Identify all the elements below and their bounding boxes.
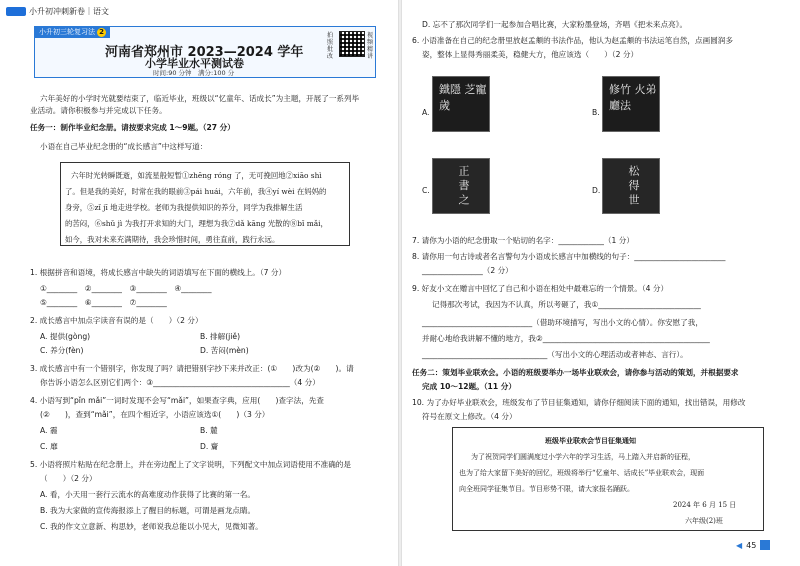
notice-date: 2024 年 6 月 15 日 [673,501,737,509]
intro-line-2: 业活动。请你积极参与并完成以下任务。 [30,106,167,115]
exam-banner [34,26,376,78]
calligraphy-b-image [602,76,660,132]
prev-arrow-icon[interactable]: ◀ [736,540,743,550]
q6-option-d-label[interactable]: D. [592,186,601,195]
brand-header [6,6,109,17]
brand-text: 小升初冲刺新卷｜语文 [29,7,109,16]
q6-option-c-label[interactable]: C. [422,186,430,195]
essay-line: 的苦闷，⑥shǔ jì 为我打开求知的大门，理想为我⑦dǎ kāng 光散的⑧bǐ mǎi， [65,219,328,228]
q6-option-a-label[interactable]: A. [422,108,430,117]
calligraphy-d-image [602,158,660,214]
q2-option-a[interactable]: A. 提供(gòng) [40,332,91,341]
q5-option-c[interactable]: C. 我的作文立意新、构思妙，老师说我总能以小见大，见微知著。 [40,522,263,531]
calligraphy-chars: 松 得 世 [627,165,640,205]
question-5: 5. 小语将照片粘贴在纪念册上，并在旁边配上了文字说明，下列配文中加点词语使用不准确的是 [30,460,351,469]
round-number: 2 [97,28,106,37]
review-tag-text: 小升初三轮复习法 [39,28,95,36]
calligraphy-chars: 鐵隱 芝寵 歲 [439,83,487,112]
question-10-cont: 符号在原文上修改。（4 分） [422,412,517,421]
left-page [0,0,398,566]
question-10: 10. 为了办好毕业联欢会，班级发布了节目征集通知，请你仔细阅读下面的通知，找出错误，用修改 [412,398,746,407]
task-one-sub: 小语在自己毕业纪念册的“成长感言”中这样写道： [40,142,208,151]
q1-blanks-row1[interactable]: ①________ ②________ ③________ ④________ [40,284,212,293]
q9-line-d[interactable]: _________________________________（写出小文的心理活动或者神态、言行）。 [422,350,688,359]
photo-grade-label: 拍照批改 [327,32,334,60]
question-6: 6. 小语准备在自己的纪念册里放赵孟頫的书法作品，他认为赵孟頫的书法运笔自然，点画圆润多 [412,36,733,45]
essay-line: 如今，我对未来充满期待，我会珍惜时间，勇往直前，践行永远。 [65,235,280,244]
exam-meta: 时间:90 分钟 满分:100 分 [153,69,235,77]
notice-line-1[interactable]: 为了祝贺同学们圆满度过小学六年的学习生活，马上踏入并启新的征程， [471,453,695,461]
q1-blanks-row2[interactable]: ⑤________ ⑥________ ⑦________ [40,298,167,307]
q9-line-c[interactable]: 并耐心地给我讲解不懂的地方，我②____________________________________________ [422,334,710,343]
q4-option-c[interactable]: C. 靡 [40,442,58,451]
notice-title: 班级毕业联欢会节目征集通知 [545,436,636,445]
q4-option-d[interactable]: D. 齎 [200,442,219,451]
intro-line-1: 六年美好的小学时光就要结束了，临近毕业，班级以“忆童年、话成长”为主题，开展了一系列毕 [40,94,360,103]
calligraphy-chars: 修竹 火弟 廳法 [609,83,657,112]
growth-essay-box [60,162,350,246]
question-5-cont: （ ）（2 分） [40,474,97,483]
question-6-cont: 姿，整体上显得秀丽柔美，稳健大方，他应该选（ ）（2 分） [422,50,639,59]
exam-title: 河南省郑州市 2023—2024 学年 [105,45,304,60]
question-7[interactable]: 7. 请你为小语的纪念册取一个贴切的名字：____________（1 分） [412,236,634,245]
notice-line-2[interactable]: 也为了给大家留下美好的回忆，班级将举行“忆童年、话成长”毕业联欢会，现面 [459,469,705,477]
qr-code-icon[interactable] [339,31,365,57]
question-9: 9. 好友小文在赠言中回忆了自己和小语在相处中最难忘的一个情景。（4 分） [412,284,669,293]
q4-option-b[interactable]: B. 麓 [200,426,218,435]
q9-line-a[interactable]: 记得那次考试，我因为不认真，所以考砸了，我①___________________________ [432,300,701,309]
q5-option-d[interactable]: D. 忘不了那次同学们一起参加合唱比赛，大家粉墨登场，齐唱《把未来点亮》。 [422,20,688,29]
q2-option-b[interactable]: B. 排解(jiě) [200,332,241,341]
essay-line: 了。但是我的美好，时常在我的眼前③pái huái，六年前，我④yí wèi 在妈妈的 [65,187,327,196]
brand-logo [6,7,26,16]
program-notice-box [452,427,764,531]
question-4-cont: (② )，查到“mǎi”，在四个相近字，小语应该选①( )（3 分） [40,410,270,419]
q9-line-b[interactable]: _____________________________（借助环境描写，写出小文的心情）。你安慰了我， [422,318,703,327]
essay-line: 六年时光转瞬既逝，如流星般短暂①zhēng róng 了，无可挽回地②xiāo shì [71,171,322,180]
task-two-heading: 任务二：策划毕业联欢会。小语的班级要举办一场毕业联欢会，请你参与活动的策划，并根据要求 [412,368,739,377]
task-two-cont: 完成 10～12题。（11 分） [422,382,516,391]
question-3-cont[interactable]: 你告诉小语怎么区别它们两个：③____________________________________（4 分） [40,378,320,387]
question-2: 2. 成长感言中加点字读音有误的是（ ）（2 分） [30,316,203,325]
essay-line: 身旁，⑤zǐ jī 地走进学校。老师为我提供知识的养分，同学为我排解生活 [65,203,303,212]
calligraphy-chars: 正 書 之 [457,165,470,205]
exam-subtitle: 小学毕业水平测试卷 [145,57,244,70]
q2-option-d[interactable]: D. 苦闷(mèn) [200,346,249,355]
task-one-heading: 任务一：制作毕业纪念册。请按要求完成 1～9题。（27 分） [30,123,235,132]
notice-line-3[interactable]: 向全班同学征集节目。节目形势不限，请大家报名踊跃。 [459,485,634,493]
calligraphy-c-image [432,158,490,214]
page-number-text: 45 [746,540,757,550]
question-8[interactable]: 8. 请你用一句古诗或者名言警句为小语成长感言中加横线的句子：________________________ [412,252,726,261]
review-tag [35,27,110,38]
notice-signature: 六年级(2)班 [685,517,723,525]
video-explain-label: 视频精讲 [367,32,374,60]
page-number [736,540,770,550]
calligraphy-a-image [432,76,490,132]
question-3: 3. 成长感言中有一个错别字，你发现了吗？请把错别字抄下来并改正：(① )改为(② )。请 [30,364,354,373]
q5-option-b[interactable]: B. 我为大家做的宣传海报添上了醒目的标题，可谓是画龙点睛。 [40,506,256,515]
question-4: 4. 小语写到“pǐn mǎi”一词时发现不会写“mǎi”，如果查字典，应用( )查字法，先查 [30,396,325,405]
q4-option-a[interactable]: A. 霾 [40,426,58,435]
page-marker-icon [760,540,770,550]
q2-option-c[interactable]: C. 养分(fèn) [40,346,84,355]
q5-option-a[interactable]: A. 看，小天用一套行云流水的高难度动作获得了比赛的第一名。 [40,490,255,499]
q6-option-b-label[interactable]: B. [592,108,600,117]
question-1: 1. 根据拼音和语境，将成长感言中缺失的词语填写在下面的横线上。（7 分） [30,268,287,277]
question-8-cont[interactable]: ________________（2 分） [422,266,513,275]
